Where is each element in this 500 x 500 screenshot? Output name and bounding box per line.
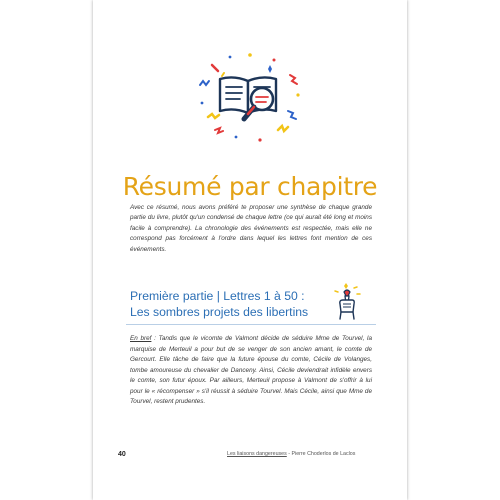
section-divider <box>126 324 376 325</box>
footer-author: - Pierre Choderlos de Laclos <box>286 451 356 457</box>
section-summary-paragraph <box>130 334 372 408</box>
summary-text: : Tandis que le vicomte de Valmont décide de séduire Mme de Tourvel, la marquise de Merteuil a pour but de se venger de son ancien amant, le comte de Gercourt. Elle tâche de faire que la future épouse du comte, Cécile de Volanges, tombe amoureuse du chevalier de Danceny. Ainsi, Cécile deviendrait infidèle envers le comte, son futur époux. Par ailleurs, Merteuil propose à Valmont de s'offrir à lui pour le « récompenser » s'il réussit à séduire Tourvel. Mais Cécile, ainsi que Mme de Tourvel, restent prudentes. <box>130 335 372 405</box>
section-heading-line-1: Première partie | Lettres 1 à 50 : <box>130 289 305 303</box>
intro-paragraph: Avec ce résumé, nous avons préféré te proposer une synthèse de chaque grande partie du livre, plutôt qu'un condensé de chaque lettre (ce qui aurait été long et moins facile à comprendre). La chronologie des événements est respectée, mais elle ne correspond pas forcément à l'ordre dans lequel les lettres font mention de ces événements. <box>130 204 372 253</box>
open-book-with-magnifier-icon <box>190 45 310 145</box>
section-heading-line-2: Les sombres projets des libertins <box>130 305 309 319</box>
hand-holding-torch-icon <box>330 282 364 320</box>
summary-lead: En bref <box>130 335 152 342</box>
page-title: Résumé par chapitre <box>122 172 378 201</box>
section-heading <box>130 288 330 320</box>
page-number: 40 <box>118 451 126 458</box>
footer-book-title: Les liaisons dangereuses <box>227 451 287 457</box>
running-footer <box>227 451 355 457</box>
